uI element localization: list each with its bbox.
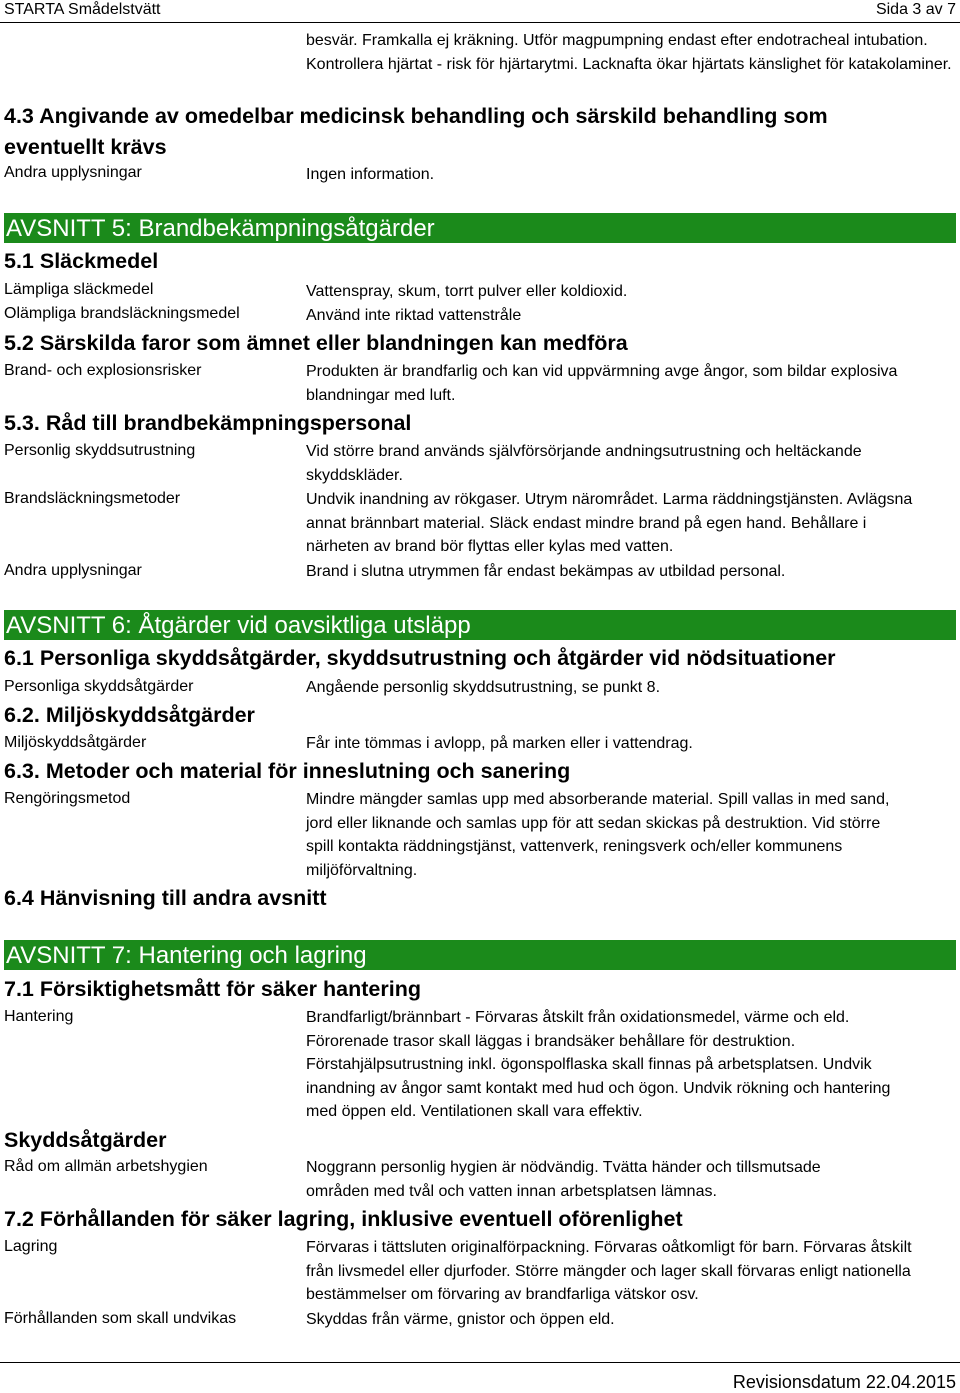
value-personlig-skyddsutrustning: Vid större brand används självförsörjande andningsutrustning och heltäckande skyddskläder. [306,443,862,484]
value-rengoringsmetod: Mindre mängder samlas upp med absorberande material. Spill vallas in med sand, jord eller liknande och samlas upp för att sedan skickas på destruktion. Vid större spill kontakta räddningstjänst, vattenverk, reningsverk och/eller kommunens miljöförvaltning. [306,791,890,879]
page-header [0,0,960,20]
value-forhallanden-undvikas: Skyddas från värme, gnistor och öppen eld. [306,1311,615,1328]
label-allman-arbetshygien: Råd om allmän arbetshygien [4,1158,208,1175]
section7-title: AVSNITT 7: Hantering och lagring [6,942,367,969]
label-andra-upplysningar-4: Andra upplysningar [4,164,142,181]
value-brand-explosionsrisker: Produkten är brandfarlig och kan vid uppvärmning avge ångor, som bildar explosiva blandningar med luft. [306,363,898,404]
heading-4-3: 4.3 Angivande av omedelbar medicinsk behandling och särskild behandling som eventuellt krävs [4,104,828,159]
label-brandslackningsmetoder: Brandsläckningsmetoder [4,490,181,507]
section6-title: AVSNITT 6: Åtgärder vid oavsiktliga utsläpp [6,612,471,639]
section6-band [4,610,956,640]
value-allman-arbetshygien: Noggrann personlig hygien är nödvändig. Tvätta händer och tillsmutsade områden med tvål och vatten innan arbetsplatsen lämnas. [306,1159,821,1200]
heading-6-2: 6.2. Miljöskyddsåtgärder [4,703,255,727]
label-andra-upplysningar-5: Andra upplysningar [4,562,142,579]
label-lampliga-slackmedel: Lämpliga släckmedel [4,281,154,298]
label-olampliga-medel: Olämpliga brandsläckningsmedel [4,305,240,322]
product-name: STARTA Smådelstvätt [4,1,161,18]
heading-6-4: 6.4 Hänvisning till andra avsnitt [4,886,327,910]
header-rule [0,22,960,23]
footer-rule [0,1362,960,1363]
heading-skyddsatgarder: Skyddsåtgärder [4,1128,167,1152]
label-forhallanden-undvikas: Förhållanden som skall undvikas [4,1310,237,1327]
value-andra-upplysningar-4: Ingen information. [306,166,435,183]
heading-5-1: 5.1 Släckmedel [4,249,159,273]
value-lagring: Förvaras i tättsluten originalförpackning. Förvaras oåtkomligt för barn. Förvaras åtskilt från livsmedel eller djurfoder. Större mängder och lager skall förvaras enligt nationella bestämmelser om förvaring av brandfarliga vätskor osv. [306,1239,912,1303]
heading-7-2: 7.2 Förhållanden för säker lagring, inklusive eventuell oförenlighet [4,1207,683,1231]
value-andra-upplysningar-5: Brand i slutna utrymmen får endast bekämpas av utbildad personal. [306,563,786,580]
value-olampliga-medel: Använd inte riktad vattenstråle [306,307,522,324]
section4-carry-text: besvär. Framkalla ej kräkning. Utför magpumpning endast efter endotracheal intubation. Kontrollera hjärtat - risk för hjärtarytmi. Lacknafta ökar hjärtats känslighet för katakolaminer. [306,32,952,73]
value-personliga-skyddsatgarder: Angående personlig skyddsutrustning, se punkt 8. [306,679,661,696]
label-personliga-skyddsatgarder: Personliga skyddsåtgärder [4,678,194,695]
section7-band [4,940,956,970]
section5-title: AVSNITT 5: Brandbekämpningsåtgärder [6,215,435,242]
value-hantering: Brandfarligt/brännbart - Förvaras åtskilt från oxidationsmedel, värme och eld. Förorenade trasor skall läggas i brandsäker behållare för destruktion. Förstahjälpsutrustning inkl. ögonspolflaska skall finnas på arbetsplatsen. Undvik inandning av ångor samt kontakt med hud och ögon. Undvik rökning och hantering med öppen eld. Ventilationen skall vara effektiv. [306,1009,891,1120]
value-miljoskyddsatgarder: Får inte tömmas i avlopp, på marken eller i vattendrag. [306,735,693,752]
heading-5-2: 5.2 Särskilda faror som ämnet eller blandningen kan medföra [4,331,628,355]
label-personlig-skyddsutrustning: Personlig skyddsutrustning [4,442,196,459]
heading-5-3: 5.3. Råd till brandbekämpningspersonal [4,411,412,435]
heading-6-1: 6.1 Personliga skyddsåtgärder, skyddsutrustning och åtgärder vid nödsituationer [4,646,836,670]
label-miljoskyddsatgarder: Miljöskyddsåtgärder [4,734,147,751]
revision-date: Revisionsdatum 22.04.2015 [732,1372,956,1392]
heading-6-3: 6.3. Metoder och material för inneslutning och sanering [4,759,571,783]
section5-band [4,213,956,243]
label-lagring: Lagring [4,1238,58,1255]
label-brand-explosionsrisker: Brand- och explosionsrisker [4,362,202,379]
value-lampliga-slackmedel: Vattenspray, skum, torrt pulver eller koldioxid. [306,283,628,300]
heading-7-1: 7.1 Försiktighetsmått för säker hantering [4,977,421,1001]
page-number: Sida 3 av 7 [875,1,956,18]
label-hantering: Hantering [4,1008,74,1025]
value-brandslackningsmetoder: Undvik inandning av rökgaser. Utrym närområdet. Larma räddningstjänsten. Avlägsna annat brännbart material. Släck endast mindre brand på egen hand. Behållare i närheten av brand bör flyttas eller kylas med vatten. [306,491,913,555]
label-rengoringsmetod: Rengöringsmetod [4,790,131,807]
